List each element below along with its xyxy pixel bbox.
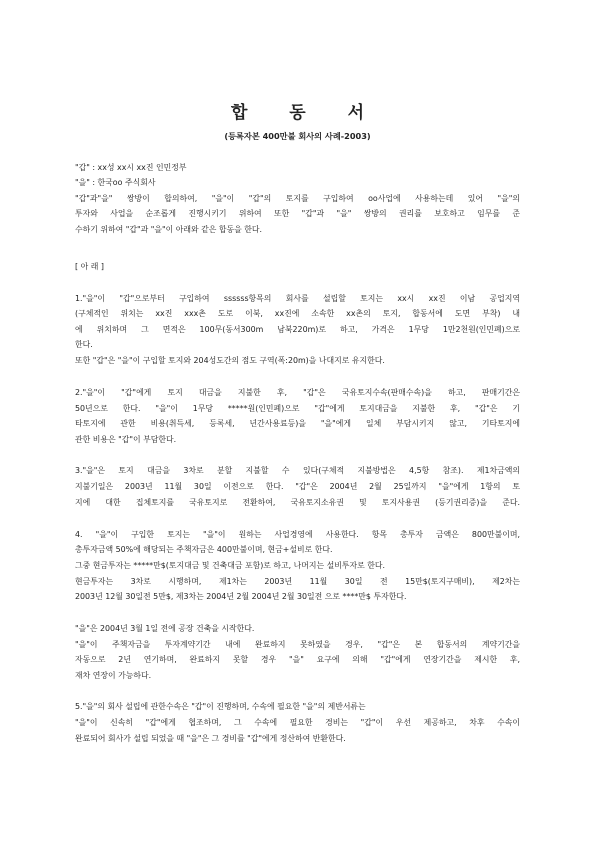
preamble-line: 투자와 사업을 순조롭게 진행시키기 위하여 또한 "갑"과 "을" 쌍방의 권리를 보호하고 임무를 준 xyxy=(75,209,520,218)
extension-line: 재차 연장이 가능하다. xyxy=(75,671,152,680)
clause-1-line: 1."을"이 "갑"으로부터 구입하여 ssssss항목의 회사를 설립할 토지는 xx시 xx진 이남 공업지역 xyxy=(75,294,520,303)
clause-4-line: 현금투자는 3차로 시행하며, 제1차는 2003년 11월 30일 전 15만$(토지구매비), 제2차는 xyxy=(75,577,520,586)
clause-1-line: 에 위치하며 그 면적은 100무(동서300m 남북220m)로 하고, 가격은 1무당 1만2천원(인민폐)으로 xyxy=(75,325,520,334)
clause-4-line: 4. "을"이 구입한 토지는 "을"이 원하는 사업경영에 사용한다. 항목 총투자 금액은 800만불이며, xyxy=(75,530,520,539)
section-heading: [ 아 래 ] xyxy=(75,262,104,271)
party-b-line: "을" : 한국oo 주식회사 xyxy=(75,178,156,187)
clause-1-line: 한다. xyxy=(75,340,93,349)
preamble-line: "갑"과"을" 쌍방이 합의하여, "을"이 "갑"의 토지를 구입하여 oo사업에 사용하는데 있어 "을"의 xyxy=(75,194,520,203)
clause-2-line: 관한 비용은 "갑"이 부담한다. xyxy=(75,435,177,444)
clause-2-line: 50년으로 한다. "을"이 1무당 *****원(인민폐)으로 "갑"에게 토지대금을 지불한 후, "갑"은 기 xyxy=(75,404,520,413)
preamble-line: 수하기 위하여 "갑"과 "을"이 아래와 같은 합동을 한다. xyxy=(75,225,263,234)
clause-3-line: 지불기일은 2003년 11월 30일 이전으로 한다. "갑"은 2004년 2월 25일까지 "을"에게 1항의 토 xyxy=(75,482,520,491)
clause-5-line: 완료되어 회사가 설립 되었을 때 "을"은 그 경비를 "갑"에게 정산하여 반환한다. xyxy=(75,734,346,743)
party-a-line: "갑" : xx성 xx시 xx진 인민정부 xyxy=(75,163,187,172)
extension-line: "을"이 주책자금을 투자계약기간 내에 완료하지 못하였을 경우, "갑"은 본 합동서의 계약기간을 xyxy=(75,640,520,649)
clause-5-line: 5."을"의 회사 설립에 관한수속은 "갑"이 진행하며, 수속에 필요한 "을"의 제반서류는 xyxy=(75,702,366,711)
clause-4-line: 총투자금액 50%에 해당되는 주책자금은 400만불이며, 현금+설비로 한다. xyxy=(75,545,333,554)
clause-1-line: 또한 "갑"은 "을"이 구입할 토지와 204성도간의 점도 구역(폭:20m)을 나대지로 유지한다. xyxy=(75,356,385,365)
clause-1-line: (구체적인 위치는 xx진 xxx촌 도로 이북, xx진에 소속한 xx촌의 토지, 합동서에 도면 부착) 내 xyxy=(75,309,520,318)
extension-line: 자동으로 2년 연기하며, 완료하지 못할 경우 "을" 요구에 의해 "갑"에게 연장기간을 제시한 후, xyxy=(75,655,520,664)
clause-4-line: 2003년 12월 30일전 5만$, 제3차는 2004년 2월 2004년 2월 30일전 으로 ****만$ 투자한다. xyxy=(75,592,407,601)
document-title: 합 동 서 xyxy=(230,103,383,123)
clause-2-line: 2."을"이 "갑"에게 토지 대금을 지불한 후, "갑"은 국유토지수속(판매수속)을 하고, 판매기간은 xyxy=(75,388,520,397)
clause-3-line: 지에 대한 집체토지를 국유토지로 전환하여, 국유토지소유권 및 토지사용권 (등기권리증)을 준다. xyxy=(75,498,520,507)
clause-5-line: "을"이 신속히 "갑"에게 협조하며, 그 수속에 필요한 경비는 "갑"이 우선 제공하고, 차후 수속이 xyxy=(75,718,520,727)
document-subtitle: (등록자본 400만불 회사의 사례-2003) xyxy=(224,131,371,141)
construction-line: "을"은 2004년 3월 1일 전에 공장 건축을 시작한다. xyxy=(75,624,255,633)
clause-3-line: 3."을"은 토지 대금을 3차로 분할 지불할 수 있다(구체적 지불방법은 4,5항 참조). 제1차금액의 xyxy=(75,466,520,475)
clause-2-line: 타토지에 관한 비용(취득세, 등록세, 년간사용료등)을 "을"에게 일체 부담시키지 않고, 기타토지에 xyxy=(75,419,520,428)
clause-4-line: 그중 현금투자는 *****만$(토지대금 및 건축대금 포함)로 하고, 나머지는 설비투자로 한다. xyxy=(75,561,386,570)
